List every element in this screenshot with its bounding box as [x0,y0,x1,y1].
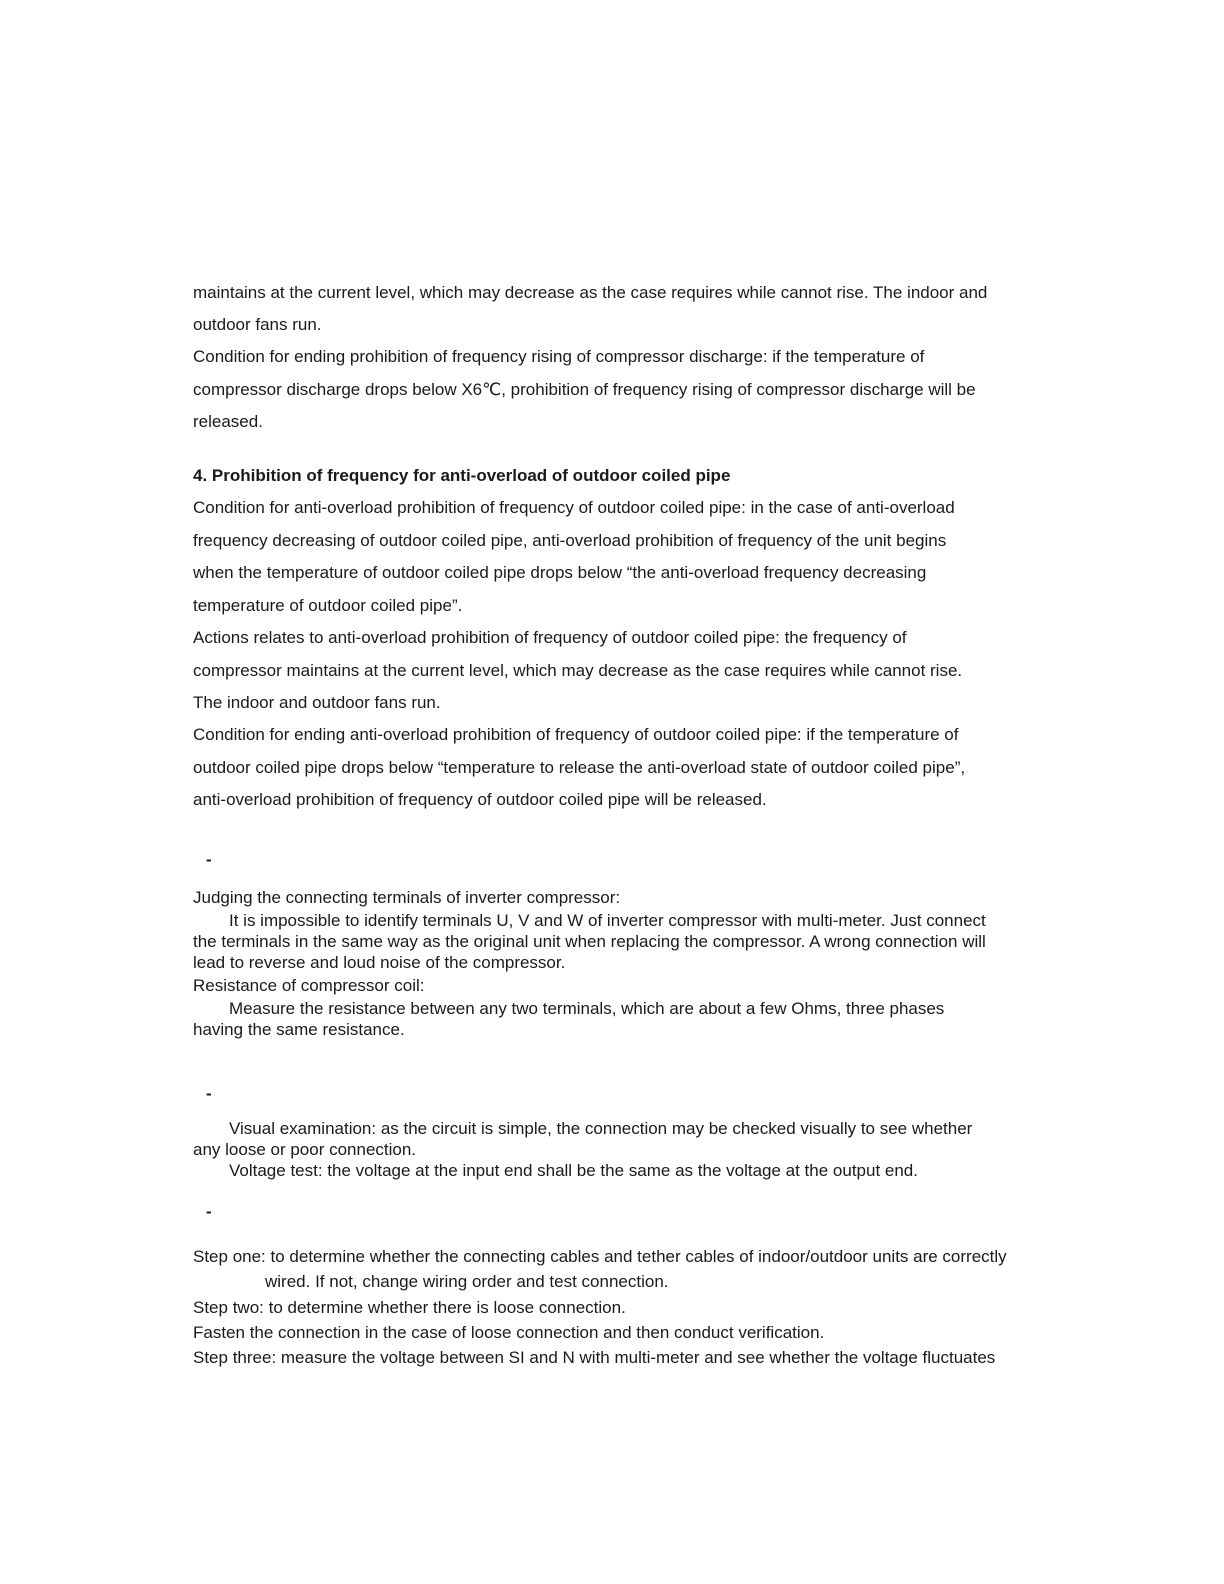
paragraph-line: Measure the resistance between any two terminals, which are about a few Ohms, three phases [229,999,945,1018]
paragraph-line: Condition for anti-overload prohibition of frequency of outdoor coiled pipe: in the case of anti-overload [193,498,955,517]
paragraph-line: Step two: to determine whether there is loose connection. [193,1298,626,1317]
paragraph-line: lead to reverse and loud noise of the compressor. [193,953,566,972]
paragraph-line: Voltage test: the voltage at the input end shall be the same as the voltage at the output end. [229,1161,918,1180]
paragraph-line: Condition for ending anti-overload prohibition of frequency of outdoor coiled pipe: if the temperature of [193,725,959,744]
paragraph-line: Judging the connecting terminals of inverter compressor: [193,888,621,907]
paragraph-line: Step one: to determine whether the connecting cables and tether cables of indoor/outdoor units are correctly [193,1247,1007,1266]
paragraph-line: outdoor fans run. [193,315,322,334]
paragraph-line: anti-overload prohibition of frequency of outdoor coiled pipe will be released. [193,790,767,809]
paragraph-line: maintains at the current level, which may decrease as the case requires while cannot rise. The indoor and [193,283,988,302]
dash-marker: - [206,850,212,869]
paragraph-line: It is impossible to identify terminals U, V and W of inverter compressor with multi-meter. Just connect [229,911,986,930]
paragraph-line: any loose or poor connection. [193,1140,417,1159]
paragraph-line: Resistance of compressor coil: [193,976,425,995]
section-heading: 4. Prohibition of frequency for anti-overload of outdoor coiled pipe [193,466,731,485]
paragraph-line: frequency decreasing of outdoor coiled pipe, anti-overload prohibition of frequency of the unit begins [193,531,947,550]
dash-marker: - [206,1202,212,1221]
paragraph-line: The indoor and outdoor fans run. [193,693,441,712]
paragraph-line: temperature of outdoor coiled pipe”. [193,596,463,615]
dash-marker: - [206,1084,212,1103]
paragraph-line: Visual examination: as the circuit is simple, the connection may be checked visually to see whether [229,1119,973,1138]
paragraph-line: compressor discharge drops below X6℃, prohibition of frequency rising of compressor discharge will be [193,380,976,399]
paragraph-line: having the same resistance. [193,1020,405,1039]
paragraph-line: compressor maintains at the current level, which may decrease as the case requires while cannot rise. [193,661,963,680]
paragraph-line: released. [193,412,263,431]
paragraph-line: Actions relates to anti-overload prohibition of frequency of outdoor coiled pipe: the frequency of [193,628,907,647]
paragraph-line: wired. If not, change wiring order and test connection. [265,1272,669,1291]
paragraph-line: outdoor coiled pipe drops below “temperature to release the anti-overload state of outdoor coiled pipe”, [193,758,966,777]
paragraph-line: Condition for ending prohibition of frequency rising of compressor discharge: if the temperature of [193,347,925,366]
paragraph-line: Fasten the connection in the case of loose connection and then conduct verification. [193,1323,825,1342]
paragraph-line: the terminals in the same way as the original unit when replacing the compressor. A wrong connection will [193,932,986,951]
paragraph-line: Step three: measure the voltage between SI and N with multi-meter and see whether the voltage fluctuates [193,1348,996,1367]
paragraph-line: when the temperature of outdoor coiled pipe drops below “the anti-overload frequency decreasing [193,563,927,582]
